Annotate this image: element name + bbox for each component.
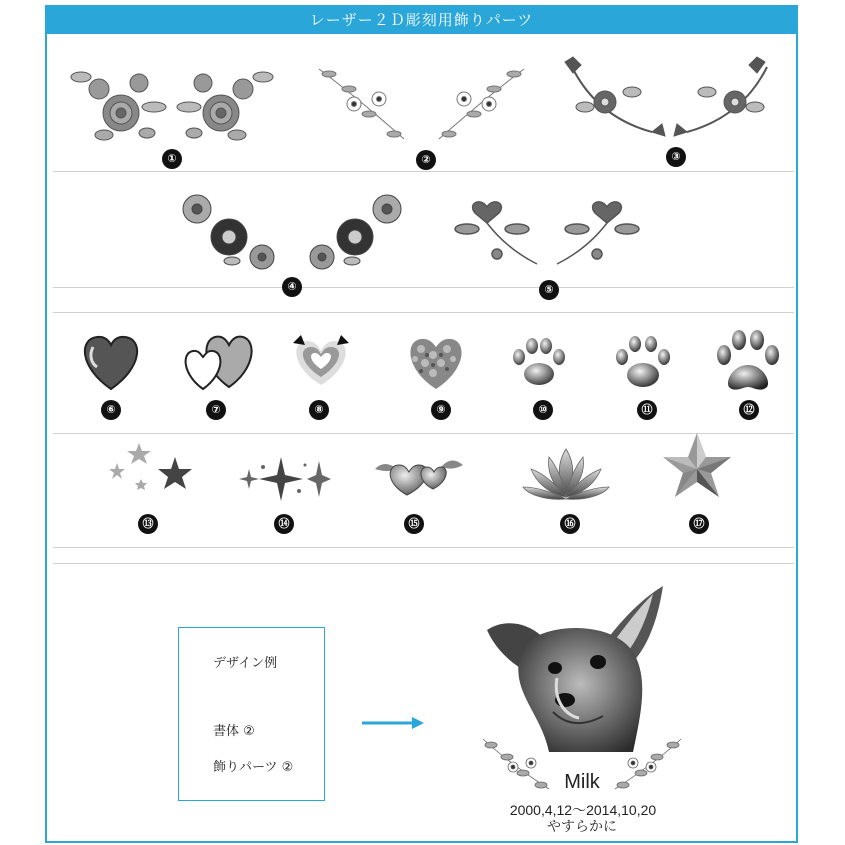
- example-heading: デザイン例: [213, 656, 278, 671]
- winged-layered-heart-icon: [287, 331, 355, 389]
- part-number: ⑩: [533, 400, 553, 420]
- winged-hearts-icon: [371, 455, 467, 501]
- part-number: ⑤: [539, 280, 559, 300]
- part-number: ②: [416, 150, 436, 170]
- section-divider: [53, 312, 794, 313]
- part-number: ⑫: [739, 400, 759, 420]
- section-divider: [53, 547, 794, 548]
- dog-portrait: [483, 582, 669, 752]
- part-1[interactable]: [59, 55, 284, 145]
- part-12[interactable]: [715, 331, 781, 391]
- tulip-vine-icon: [557, 57, 782, 143]
- part-number: ⑰: [689, 514, 709, 534]
- part-number: ⑮: [404, 514, 424, 534]
- part-17[interactable]: [661, 431, 733, 501]
- section-divider: [53, 287, 794, 288]
- part-number: ③: [666, 147, 686, 167]
- lotus-icon: [521, 447, 611, 503]
- small-flower-vine-icon: [309, 59, 534, 145]
- rose-corner-icon: [59, 55, 284, 145]
- part-8[interactable]: [287, 331, 355, 389]
- example-font-line: 書体 ②: [213, 724, 255, 739]
- stars-icon: [103, 439, 193, 499]
- part-number: ⑭: [274, 514, 294, 534]
- catalog-frame: [45, 5, 798, 843]
- part-9[interactable]: [403, 333, 469, 391]
- catalog-title: レーザー２Ｄ彫刻用飾りパーツ: [47, 7, 796, 34]
- daisy-cluster-icon: [177, 189, 407, 275]
- design-example-box: [178, 627, 325, 801]
- part-3[interactable]: [557, 57, 782, 143]
- part-number: ⑨: [431, 400, 451, 420]
- part-number: ⑥: [101, 400, 121, 420]
- paw-print-icon: [715, 331, 781, 391]
- section-divider: [53, 171, 794, 172]
- flower-mosaic-heart-icon: [403, 333, 469, 391]
- arrow-right-icon: [360, 715, 426, 734]
- part-16[interactable]: [521, 447, 611, 503]
- part-number: ⑯: [560, 514, 580, 534]
- paw-print-icon: [613, 335, 673, 389]
- part-13[interactable]: [103, 439, 193, 499]
- double-heart-icon: [181, 331, 251, 391]
- part-2[interactable]: [309, 59, 534, 145]
- part-number: ⑬: [138, 514, 158, 534]
- part-15[interactable]: [371, 455, 467, 501]
- part-number: ④: [282, 277, 302, 297]
- part-6[interactable]: [79, 333, 143, 391]
- sparkles-icon: [235, 455, 331, 501]
- plate-message: やすらかに: [547, 819, 617, 835]
- part-number: ⑪: [637, 400, 657, 420]
- chihuahua-photo-icon: [483, 582, 669, 752]
- example-parts-line: 飾りパーツ ②: [213, 760, 294, 775]
- part-10[interactable]: [509, 337, 569, 387]
- glossy-heart-icon: [79, 333, 143, 391]
- paw-print-icon: [509, 337, 569, 387]
- part-5[interactable]: [447, 189, 647, 275]
- part-number: ①: [162, 149, 182, 169]
- part-7[interactable]: [181, 331, 251, 391]
- part-14[interactable]: [235, 455, 331, 501]
- plate-name: Milk: [564, 771, 600, 793]
- heart-vine-icon: [447, 189, 647, 275]
- plate-dates: 2000,4,12～2014,10,20: [509, 802, 657, 818]
- part-4[interactable]: [177, 189, 407, 275]
- section-divider: [53, 563, 794, 564]
- part-number: ⑦: [206, 400, 226, 420]
- part-11[interactable]: [613, 335, 673, 389]
- part-number: ⑧: [309, 400, 329, 420]
- 3d-star-icon: [661, 431, 733, 501]
